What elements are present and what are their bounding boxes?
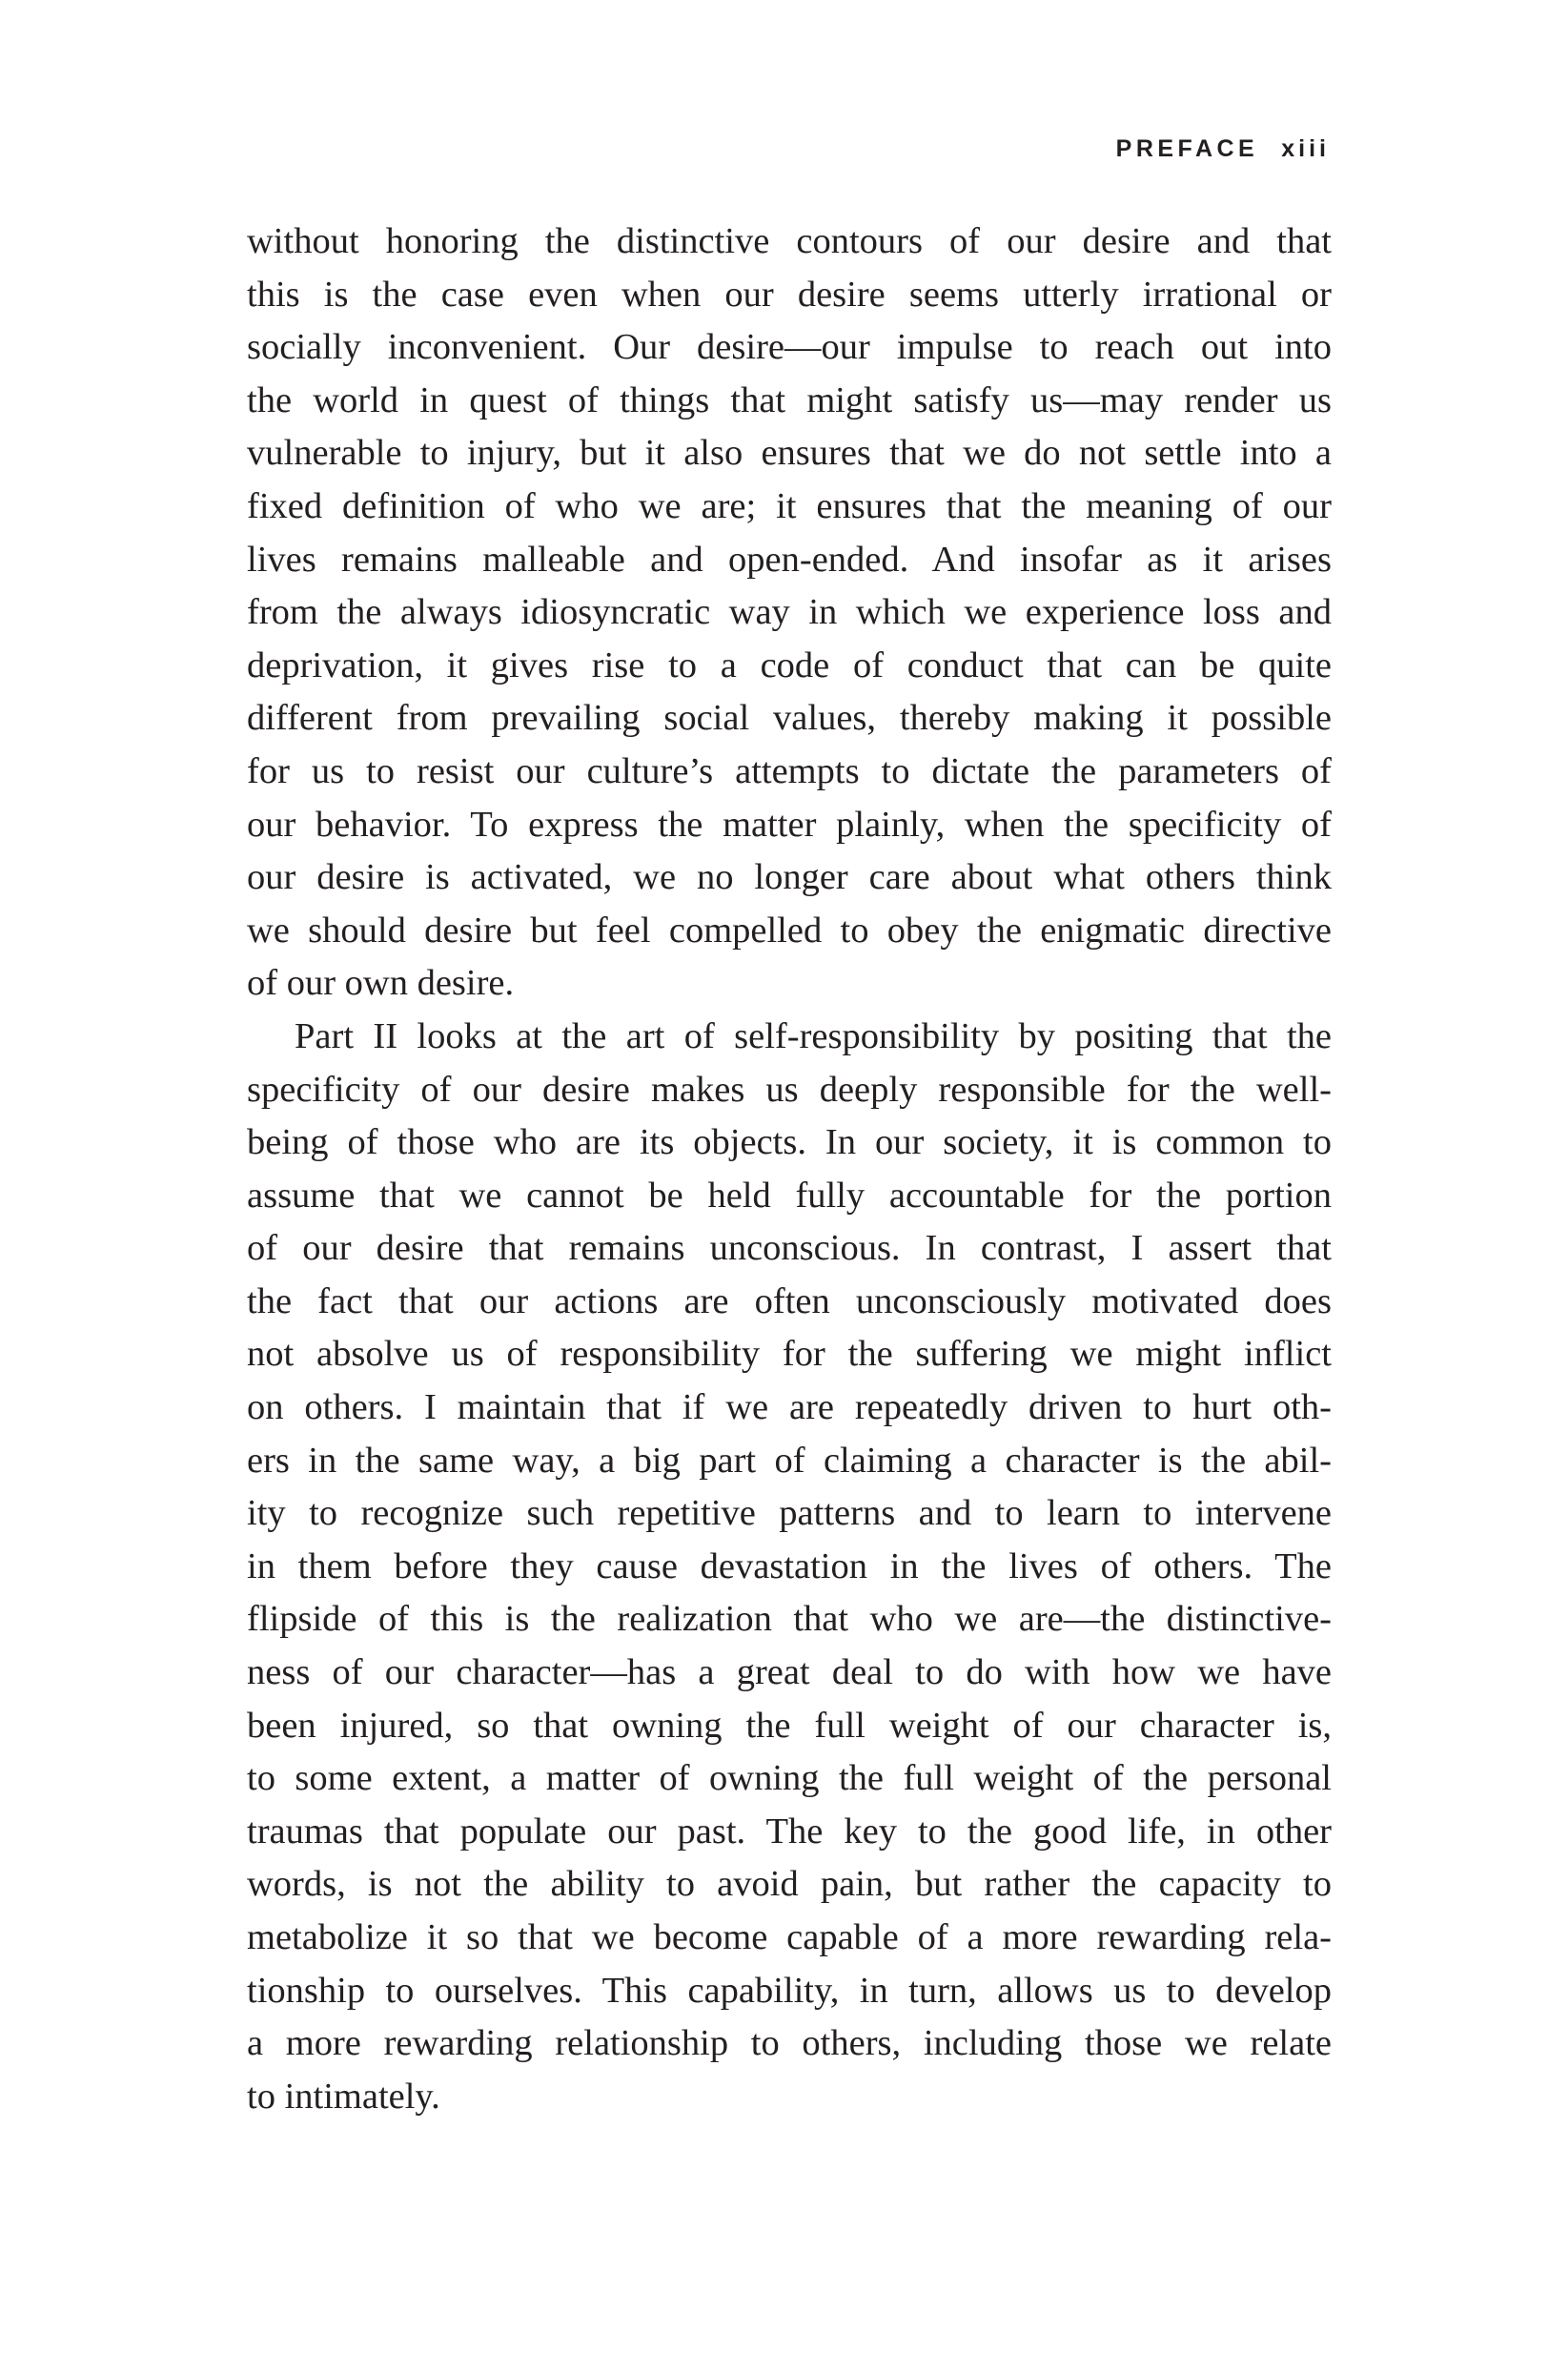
paragraph bbox=[247, 215, 1332, 1011]
text-line: ness of our character—has a great deal to do with how we have bbox=[247, 1652, 1332, 1693]
text-line: different from prevailing social values, thereby making it possible bbox=[247, 698, 1332, 739]
text-line: flipside of this is the realization that who we are—the distinctive- bbox=[247, 1599, 1332, 1640]
text-line: fixed definition of who we are; it ensures that the meaning of our bbox=[247, 485, 1332, 526]
text-line: a more rewarding relationship to others, including those we relate bbox=[247, 2023, 1332, 2064]
text-line: being of those who are its objects. In our society, it is common to bbox=[247, 1122, 1332, 1163]
text-line: for us to resist our culture’s attempts to dictate the parameters of bbox=[247, 750, 1332, 791]
running-head bbox=[1116, 135, 1330, 163]
text-line: without honoring the distinctive contours of our desire and that bbox=[247, 221, 1332, 261]
text-line: lives remains malleable and open-ended. And insofar as it arises bbox=[247, 539, 1332, 580]
text-line: specificity of our desire makes us deeply responsible for the well- bbox=[247, 1069, 1332, 1110]
text-line: this is the case even when our desire seems utterly irrational or bbox=[247, 274, 1332, 315]
text-line: of our desire that remains unconscious. In contrast, I assert that bbox=[247, 1228, 1332, 1269]
text-line: in them before they cause devastation in the lives of others. The bbox=[247, 1545, 1332, 1586]
text-line: assume that we cannot be held fully accountable for the portion bbox=[247, 1175, 1332, 1216]
text-line: traumas that populate our past. The key to the good life, in other bbox=[247, 1811, 1332, 1852]
running-head-section-title: PREFACE bbox=[1115, 135, 1259, 162]
text-line: we should desire but feel compelled to obey the enigmatic directive bbox=[247, 910, 1332, 951]
paragraph bbox=[247, 1011, 1332, 2123]
text-line: been injured, so that owning the full weight of our character is, bbox=[247, 1705, 1332, 1746]
text-line: socially inconvenient. Our desire—our impulse to reach out into bbox=[247, 327, 1332, 368]
text-line: words, is not the ability to avoid pain, but rather the capacity to bbox=[247, 1864, 1332, 1905]
body-text bbox=[247, 215, 1332, 2123]
text-line: tionship to ourselves. This capability, in turn, allows us to develop bbox=[247, 1970, 1332, 2011]
text-line: deprivation, it gives rise to a code of conduct that can be quite bbox=[247, 645, 1332, 685]
page-number: xiii bbox=[1281, 135, 1330, 162]
text-line: on others. I maintain that if we are repeatedly driven to hurt oth- bbox=[247, 1387, 1332, 1428]
text-line: to intimately. bbox=[247, 2076, 440, 2117]
text-line: the world in quest of things that might satisfy us—may render us bbox=[247, 379, 1332, 420]
text-line: ers in the same way, a big part of claiming a character is the abil- bbox=[247, 1440, 1332, 1481]
text-line: Part II looks at the art of self-responsibility by positing that the bbox=[295, 1015, 1332, 1056]
text-line: ity to recognize such repetitive patterns and to learn to intervene bbox=[247, 1493, 1332, 1534]
text-line: our behavior. To express the matter plainly, when the specificity of bbox=[247, 804, 1332, 845]
text-line: metabolize it so that we become capable of a more rewarding rela- bbox=[247, 1917, 1332, 1957]
text-line: our desire is activated, we no longer care about what others think bbox=[247, 857, 1332, 898]
text-line: to some extent, a matter of owning the full weight of the personal bbox=[247, 1758, 1332, 1799]
text-line: of our own desire. bbox=[247, 963, 515, 1004]
text-line: from the always idiosyncratic way in which we experience loss and bbox=[247, 592, 1332, 633]
text-line: vulnerable to injury, but it also ensures that we do not settle into a bbox=[247, 433, 1332, 474]
text-line: the fact that our actions are often unconsciously motivated does bbox=[247, 1280, 1332, 1321]
text-line: not absolve us of responsibility for the suffering we might inflict bbox=[247, 1334, 1332, 1375]
